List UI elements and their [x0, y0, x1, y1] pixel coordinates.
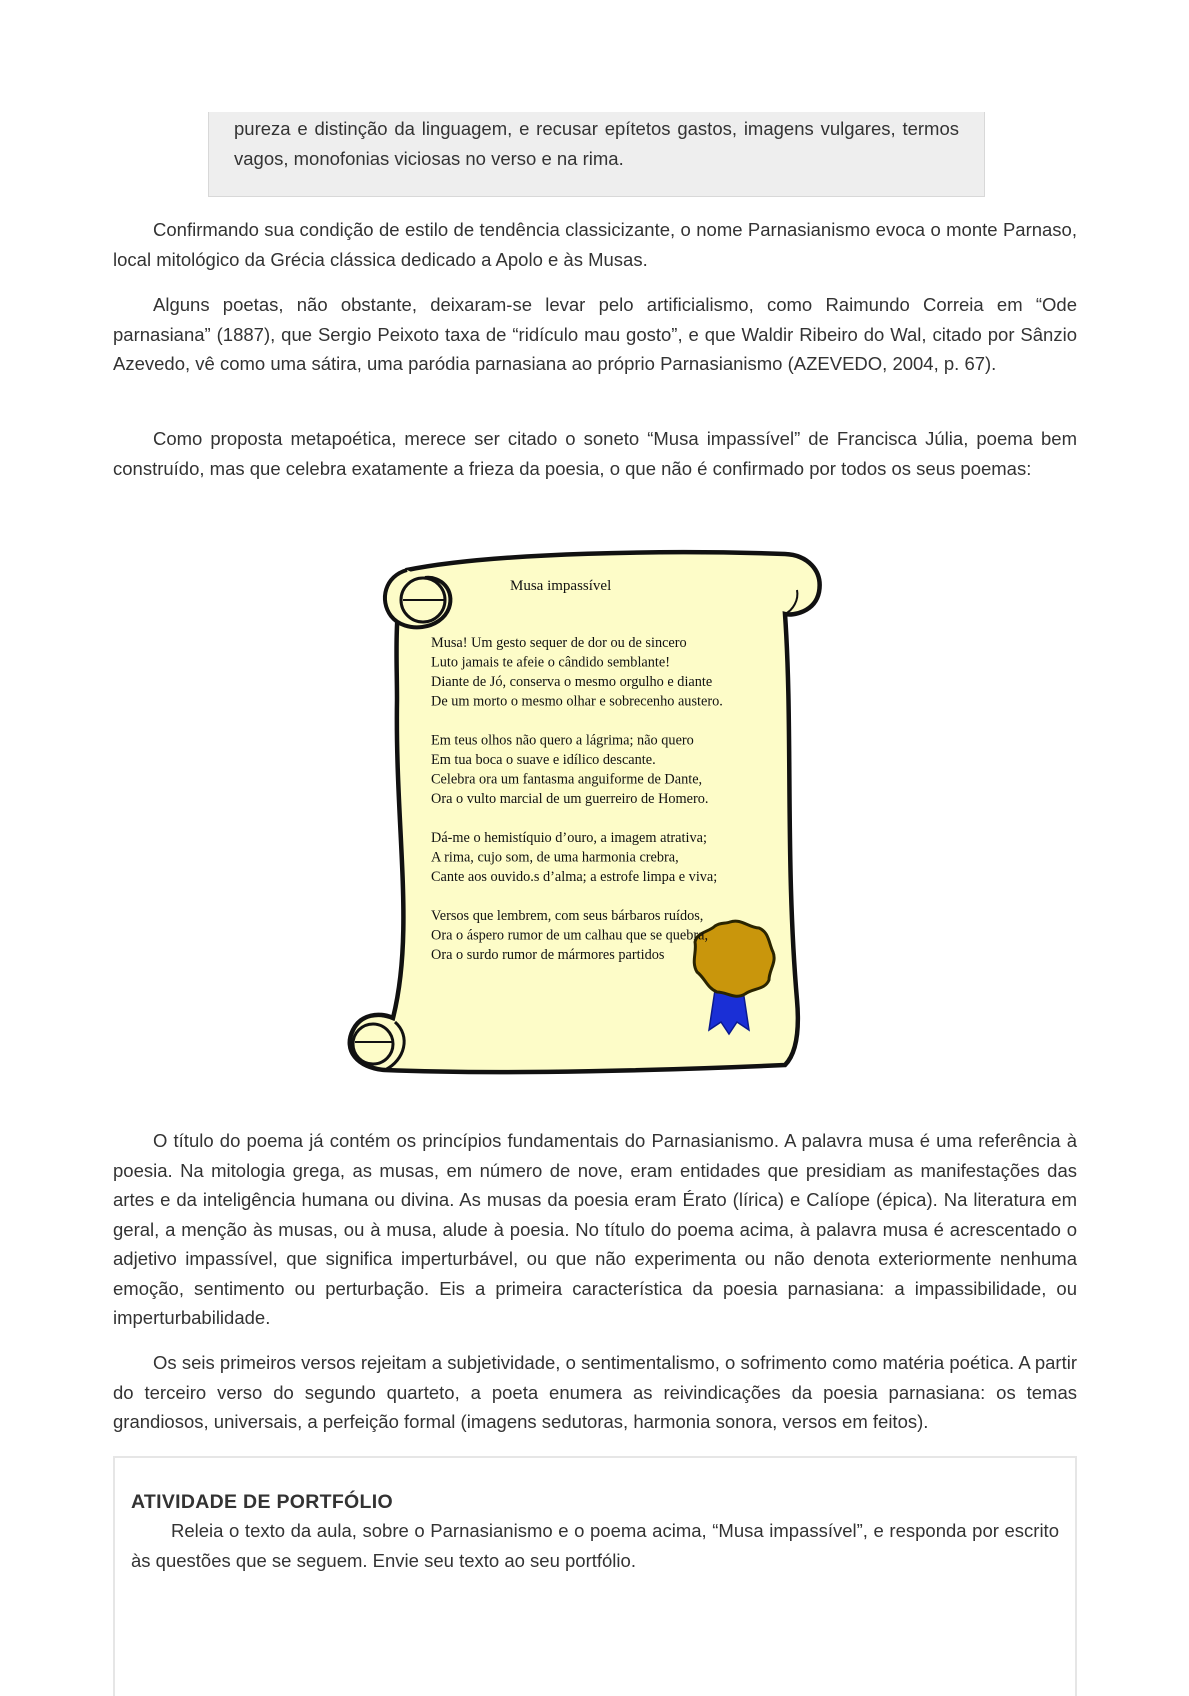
quote-box: [208, 112, 985, 197]
poem-line: Luto jamais te afeie o cândido semblante!: [431, 654, 670, 671]
portfolio-box: [113, 1456, 1077, 1696]
portfolio-title: ATIVIDADE DE PORTFÓLIO: [131, 1491, 393, 1513]
quote-text: pureza e distinção da linguagem, e recusar epítetos gastos, imagens vulgares, termos vagos, monofonias viciosas no verso e na rima.: [234, 118, 959, 169]
scroll-parchment: [350, 552, 820, 1072]
poem-line: Versos que lembrem, com seus bárbaros ruídos,: [431, 908, 704, 924]
poem-line: Em tua boca o suave e idílico descante.: [431, 752, 656, 768]
poem-line: Ora o surdo rumor de mármores partidos: [431, 947, 665, 963]
poem-title: Musa impassível: [510, 578, 612, 594]
poem-line: Ora o áspero rumor de um calhau que se quebra,: [431, 927, 709, 944]
paragraph-metapoetica: Como proposta metapoética, merece ser citado o soneto “Musa impassível” de Francisca Júlia, poema bem construído, mas que celebra exatamente a frieza da poesia, o que não é confirmado por todos os seus poemas:: [113, 428, 1077, 479]
poem-line: Diante de Jó, conserva o mesmo orgulho e diante: [431, 674, 713, 690]
poem-line: De um morto o mesmo olhar e sobrecenho austero.: [431, 693, 723, 710]
poem-line: Celebra ora um fantasma anguiforme de Dante,: [431, 771, 703, 788]
poem-lines: [431, 635, 723, 963]
poem-line: Ora o vulto marcial de um guerreiro de Homero.: [431, 791, 709, 807]
poem-line: Em teus olhos não quero a lágrima; não quero: [431, 732, 694, 749]
poem-scroll-image: [345, 530, 845, 1100]
poem-line: Musa! Um gesto sequer de dor ou de sincero: [431, 635, 687, 651]
poem-line: Cante aos ouvido.s d’alma; a estrofe limpa e viva;: [431, 869, 718, 885]
portfolio-text: Releia o texto da aula, sobre o Parnasianismo e o poema acima, “Musa impassível”, e responda por escrito às questões que se seguem. Envie seu texto ao seu portfólio.: [131, 1520, 1059, 1571]
paragraph-titulo-poema: O título do poema já contém os princípios fundamentais do Parnasianismo. A palavra musa é uma referência à poesia. Na mitologia grega, as musas, em número de nove, eram entidades que presidiam as manifestações das artes e da inteligência humana ou divina. As musas da poesia eram Érato (lírica) e Calíope (épica). Na literatura em geral, a menção às musas, ou à musa, alude à poesia. No título do poema acima, à palavra musa é acrescentado o adjetivo impassível, que significa imperturbável, ou que não experimenta ou não denota exteriormente nenhuma emoção, sentimento ou perturbação. Eis a primeira característica da poesia parnasiana: a impassibilidade, ou imperturbabilidade.: [113, 1130, 1077, 1328]
poem-line: A rima, cujo som, de uma harmonia crebra,: [431, 849, 679, 866]
paragraph-parnaso: Confirmando sua condição de estilo de tendência classicizante, o nome Parnasianismo evoca o monte Parnaso, local mitológico da Grécia clássica dedicado a Apolo e às Musas.: [113, 219, 1077, 270]
paragraph-versos: Os seis primeiros versos rejeitam a subjetividade, o sentimentalismo, o sofrimento como matéria poética. A partir do terceiro verso do segundo quarteto, a poeta enumera as reivindicações da poesia parnasiana: os temas grandiosos, universais, a perfeição formal (imagens sedutoras, harmonia sonora, versos em feitos).: [113, 1352, 1077, 1432]
poem-line: Dá-me o hemistíquio d’ouro, a imagem atrativa;: [431, 830, 707, 846]
paragraph-artificialismo: Alguns poetas, não obstante, deixaram-se levar pelo artificialismo, como Raimundo Correia em “Ode parnasiana” (1887), que Sergio Peixoto taxa de “ridículo mau gosto”, e que Waldir Ribeiro do Wal, citado por Sânzio Azevedo, vê como uma sátira, uma paródia parnasiana ao próprio Parnasianismo (AZEVEDO, 2004, p. 67).: [113, 294, 1077, 374]
